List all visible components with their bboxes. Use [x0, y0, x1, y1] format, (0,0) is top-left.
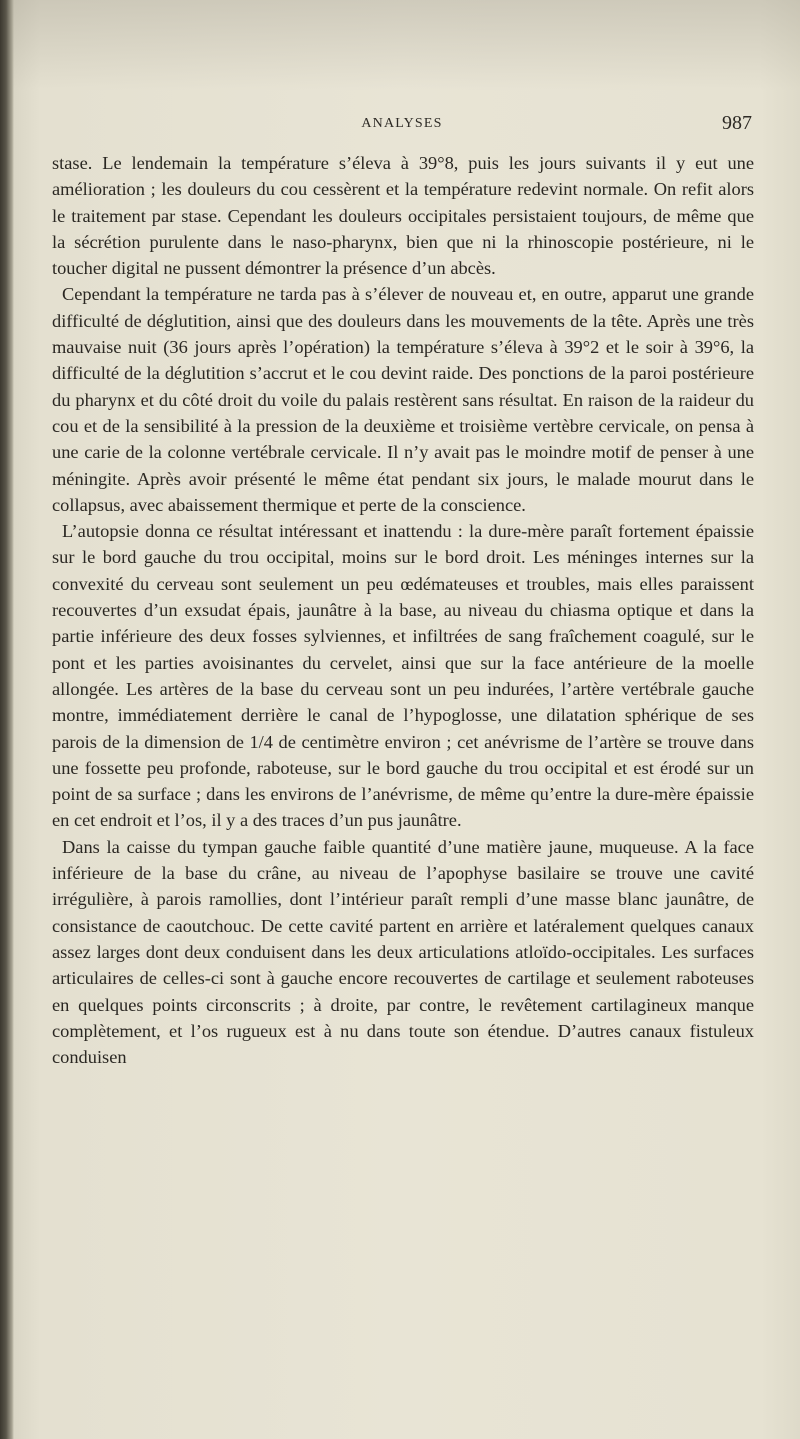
running-title: ANALYSES	[361, 116, 443, 131]
book-spine-edge	[0, 0, 14, 1439]
paragraph-2: Cependant la température ne tarda pas à s’élever de nouveau et, en outre, apparut une grande difficulté de déglutition, ainsi que des douleurs dans les mouvements de la tête. Après une très mauvaise nuit (36 jours après l’opération) la température s’éleva à 39°2 et le soir à 39°6, la difficulté de la déglutition s’accrut et le cou devint raide. Des ponctions de la paroi postérieure du pharynx et du côté droit du voile du palais restèrent sans résultat. En raison de la raideur du cou et de la sensibilité à la pression de la deuxième et troisième vertèbre cervicale, on pensa à une carie de la colonne vertébrale cervicale. Il n’y avait pas le moindre motif de penser à une méningite. Après avoir présenté le même état pendant six jours, le malade mourut dans le collapsus, avec abaissement thermique et perte de la conscience.	[52, 284, 754, 515]
paragraph-4: Dans la caisse du tympan gauche faible quantité d’une matière jaune, muqueuse. A la face inférieure de la base du crâne, au niveau de l’apophyse basilaire se trouve une cavité irrégulière, à parois ramollies, dont l’intérieur paraît rempli d’une masse blanc jaunâtre, de consistance de caoutchouc. De cette cavité partent en arrière et latéralement quelques canaux assez larges dont deux conduisent dans les deux articulations atloïdo-occipitales. Les surfaces articulaires de celles-ci sont à gauche encore recouvertes de cartilage et seulement raboteuses en quelques points circonscrits ; à droite, par contre, le revêtement cartilagineux manque complètement, et l’os rugueux est à nu dans toute son étendue. D’autres canaux fistuleux conduisen	[52, 836, 754, 1068]
body-text	[52, 150, 754, 1070]
page-top-shadow	[0, 0, 800, 90]
paragraph-3: L’autopsie donna ce résultat intéressant et inattendu : la dure-mère paraît fortement épaissie sur le bord gauche du trou occipital, moins sur le bord droit. Les méninges internes sur la convexité du cerveau sont seulement un peu œdémateuses et troubles, mais elles paraissent recouvertes d’un exsudat épais, jaunâtre à la base, au niveau du chiasma optique et dans la partie inférieure des deux fosses sylviennes, et infiltrées de sang fraîchement coagulé, sur le pont et les parties avoisinantes du cervelet, ainsi que sur la face antérieure de la moelle allongée. Les artères de la base du cerveau sont un peu indurées, l’artère vertébrale gauche montre, immédiatement derrière le canal de l’hypoglosse, une dilatation sphérique de ses parois de la dimension de 1/4 de centimètre environ ; cet anévrisme de l’artère se trouve dans une fossette peu profonde, raboteuse, sur le bord gauche du trou occipital et est érodé sur un point de sa surface ; dans les environs de l’anévrisme, de même qu’entre la dure-mère épaissie en cet endroit et l’os, il y a des traces d’un pus jaunâtre.	[52, 521, 754, 831]
paragraph-1: stase. Le lendemain la température s’éleva à 39°8, puis les jours suivants il y eut une amélioration ; les douleurs du cou cessèrent et la température redevint normale. On refit alors le traitement par stase. Cependant les douleurs occipitales persistaient toujours, de même que la sécrétion purulente dans le naso-pharynx, bien que ni la rhinoscopie postérieure, ni le toucher digital ne pussent démontrer la présence d’un abcès.	[52, 153, 754, 279]
page-header	[52, 112, 752, 138]
page-number: 987	[722, 112, 752, 134]
